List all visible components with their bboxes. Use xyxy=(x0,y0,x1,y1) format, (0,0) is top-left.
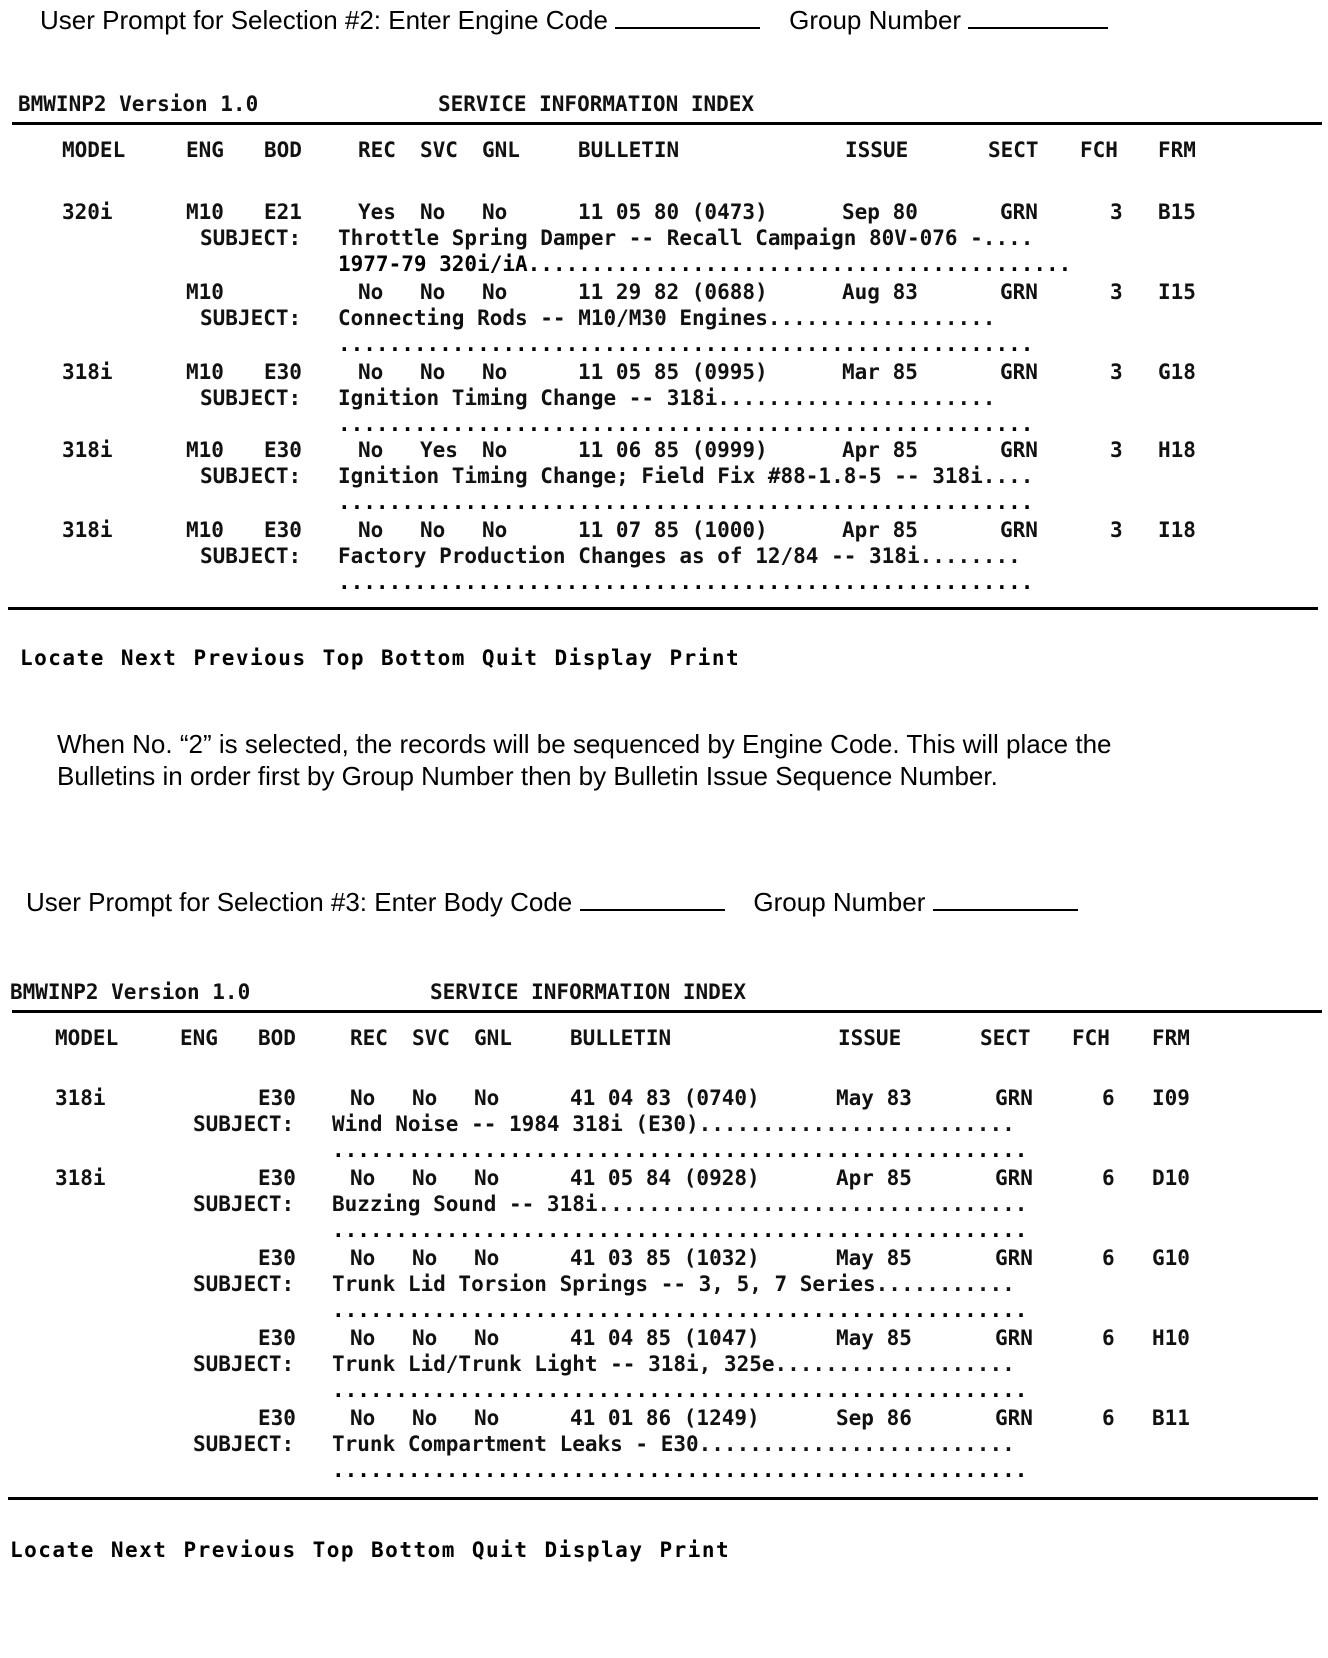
record-eng: M10 xyxy=(186,280,224,304)
record-bulletin: 41 05 84 (0928) xyxy=(570,1166,760,1190)
subject-continuation: ....................................................... xyxy=(338,412,1034,436)
record-gnl: No xyxy=(482,200,508,224)
prompt-2-label: User Prompt for Selection #2: Enter Engine Code xyxy=(40,5,608,35)
record-sect: GRN xyxy=(995,1166,1033,1190)
column-header-issue: ISSUE xyxy=(838,1026,902,1050)
record-fch: 6 xyxy=(1102,1166,1115,1190)
record-bulletin: 11 05 85 (0995) xyxy=(578,360,768,384)
subject-label: SUBJECT: xyxy=(193,1192,295,1216)
command-bottom[interactable]: Bottom xyxy=(381,646,466,670)
column-header-bulletin: BULLETIN xyxy=(570,1026,672,1050)
record-fch: 3 xyxy=(1110,200,1123,224)
command-locate[interactable]: Locate xyxy=(10,1538,95,1562)
record-rec: No xyxy=(350,1246,376,1270)
command-bar xyxy=(20,646,756,670)
record-sect: GRN xyxy=(1000,438,1038,462)
record-bod: E30 xyxy=(258,1166,296,1190)
record-bulletin: 11 05 80 (0473) xyxy=(578,200,768,224)
subject-continuation: ....................................................... xyxy=(332,1218,1028,1242)
record-eng: M10 xyxy=(186,438,224,462)
explanation-line-2: Bulletins in order first by Group Number then by Bulletin Issue Sequence Number. xyxy=(57,761,998,791)
header-rule-top xyxy=(12,122,1322,125)
record-bod: E30 xyxy=(258,1086,296,1110)
group-number-blank[interactable] xyxy=(968,7,1108,29)
record-fch: 3 xyxy=(1110,280,1123,304)
command-top[interactable]: Top xyxy=(312,1538,356,1562)
command-quit[interactable]: Quit xyxy=(481,646,539,670)
record-svc: No xyxy=(412,1086,438,1110)
record-frm: G18 xyxy=(1158,360,1196,384)
record-bod: E21 xyxy=(264,200,302,224)
subject-label: SUBJECT: xyxy=(193,1352,295,1376)
record-rec: No xyxy=(358,438,384,462)
record-issue: May 85 xyxy=(836,1326,912,1350)
column-header-model: MODEL xyxy=(62,138,126,162)
record-svc: No xyxy=(412,1246,438,1270)
subject-continuation: ....................................................... xyxy=(338,332,1034,356)
command-bar xyxy=(10,1538,746,1562)
record-bulletin: 41 03 85 (1032) xyxy=(570,1246,760,1270)
prompt-3-group-label: Group Number xyxy=(753,887,926,917)
subject-continuation: ....................................................... xyxy=(332,1378,1028,1402)
prompt-2-group-label: Group Number xyxy=(789,5,962,35)
subject-continuation: ....................................................... xyxy=(332,1458,1028,1482)
subject-label: SUBJECT: xyxy=(193,1272,295,1296)
record-bulletin: 11 07 85 (1000) xyxy=(578,518,768,542)
record-model: 318i xyxy=(55,1166,106,1190)
column-header-gnl: GNL xyxy=(482,138,520,162)
footer-rule xyxy=(8,607,1318,610)
body-code-blank[interactable] xyxy=(580,889,725,911)
record-rec: No xyxy=(350,1166,376,1190)
record-bulletin: 41 04 83 (0740) xyxy=(570,1086,760,1110)
subject-label: SUBJECT: xyxy=(193,1432,295,1456)
record-gnl: No xyxy=(474,1246,500,1270)
record-bulletin: 11 29 82 (0688) xyxy=(578,280,768,304)
record-svc: No xyxy=(412,1326,438,1350)
column-header-rec: REC xyxy=(350,1026,388,1050)
record-frm: D10 xyxy=(1152,1166,1190,1190)
record-svc: No xyxy=(412,1166,438,1190)
record-gnl: No xyxy=(482,280,508,304)
command-next[interactable]: Next xyxy=(120,646,178,670)
column-header-svc: SVC xyxy=(412,1026,450,1050)
record-fch: 6 xyxy=(1102,1406,1115,1430)
record-frm: G10 xyxy=(1152,1246,1190,1270)
index-title: SERVICE INFORMATION INDEX xyxy=(430,980,747,1004)
record-fch: 3 xyxy=(1110,438,1123,462)
column-header-frm: FRM xyxy=(1158,138,1196,162)
record-rec: Yes xyxy=(358,200,396,224)
subject-continuation: ....................................................... xyxy=(338,570,1034,594)
record-model: 318i xyxy=(55,1086,106,1110)
command-previous[interactable]: Previous xyxy=(193,646,307,670)
column-header-model: MODEL xyxy=(55,1026,119,1050)
record-issue: May 85 xyxy=(836,1246,912,1270)
subject-continuation: ....................................................... xyxy=(338,490,1034,514)
record-bod: E30 xyxy=(264,518,302,542)
prompt-3-label: User Prompt for Selection #3: Enter Body Code xyxy=(26,887,573,917)
record-svc: No xyxy=(420,280,446,304)
subject-text: Factory Production Changes as of 12/84 -- 318i........ xyxy=(338,544,1021,568)
subject-text: Ignition Timing Change; Field Fix #88-1.8-5 -- 318i.... xyxy=(338,464,1034,488)
record-svc: No xyxy=(420,360,446,384)
column-header-rec: REC xyxy=(358,138,396,162)
engine-code-blank[interactable] xyxy=(615,7,760,29)
record-sect: GRN xyxy=(1000,280,1038,304)
record-frm: H18 xyxy=(1158,438,1196,462)
command-display[interactable]: Display xyxy=(554,646,654,670)
column-header-eng: ENG xyxy=(186,138,224,162)
record-issue: May 83 xyxy=(836,1086,912,1110)
record-fch: 6 xyxy=(1102,1086,1115,1110)
prompt-selection-3 xyxy=(26,886,1078,919)
record-frm: I09 xyxy=(1152,1086,1190,1110)
column-header-eng: ENG xyxy=(180,1026,218,1050)
program-version: BMWINP2 Version 1.0 xyxy=(10,980,251,1004)
record-frm: I15 xyxy=(1158,280,1196,304)
program-version: BMWINP2 Version 1.0 xyxy=(18,92,259,116)
record-gnl: No xyxy=(482,438,508,462)
command-bottom[interactable]: Bottom xyxy=(371,1538,456,1562)
subject-label: SUBJECT: xyxy=(200,226,302,250)
column-header-sect: SECT xyxy=(980,1026,1031,1050)
record-issue: Sep 86 xyxy=(836,1406,912,1430)
record-bulletin: 11 06 85 (0999) xyxy=(578,438,768,462)
column-header-svc: SVC xyxy=(420,138,458,162)
subject-continuation: ....................................................... xyxy=(332,1298,1028,1322)
record-bod: E30 xyxy=(258,1326,296,1350)
record-rec: No xyxy=(358,360,384,384)
command-top[interactable]: Top xyxy=(322,646,366,670)
record-eng: M10 xyxy=(186,200,224,224)
command-print[interactable]: Print xyxy=(669,646,741,670)
record-model: 320i xyxy=(62,200,113,224)
index-title: SERVICE INFORMATION INDEX xyxy=(438,92,755,116)
subject-text: Trunk Lid Torsion Springs -- 3, 5, 7 Series........... xyxy=(332,1272,1015,1296)
record-sect: GRN xyxy=(995,1086,1033,1110)
column-header-issue: ISSUE xyxy=(845,138,909,162)
record-frm: H10 xyxy=(1152,1326,1190,1350)
record-gnl: No xyxy=(482,360,508,384)
prompt-selection-2 xyxy=(40,4,1108,37)
record-rec: No xyxy=(350,1406,376,1430)
record-gnl: No xyxy=(474,1326,500,1350)
column-header-fch: FCH xyxy=(1080,138,1118,162)
command-next[interactable]: Next xyxy=(110,1538,168,1562)
command-locate[interactable]: Locate xyxy=(20,646,105,670)
record-bulletin: 41 01 86 (1249) xyxy=(570,1406,760,1430)
record-sect: GRN xyxy=(1000,200,1038,224)
record-bulletin: 41 04 85 (1047) xyxy=(570,1326,760,1350)
subject-text: Trunk Lid/Trunk Light -- 318i, 325e................... xyxy=(332,1352,1015,1376)
column-header-sect: SECT xyxy=(988,138,1039,162)
record-svc: No xyxy=(420,200,446,224)
record-issue: Apr 85 xyxy=(842,518,918,542)
record-model: 318i xyxy=(62,360,113,384)
record-eng: M10 xyxy=(186,360,224,384)
record-gnl: No xyxy=(474,1166,500,1190)
subject-text: Throttle Spring Damper -- Recall Campaign 80V-076 -.... xyxy=(338,226,1034,250)
record-sect: GRN xyxy=(995,1326,1033,1350)
subject-text: Buzzing Sound -- 318i.................................. xyxy=(332,1192,1028,1216)
command-quit[interactable]: Quit xyxy=(471,1538,529,1562)
record-svc: Yes xyxy=(420,438,458,462)
explanation-line-1: When No. “2” is selected, the records will be sequenced by Engine Code. This will place the xyxy=(57,729,1112,759)
record-issue: Sep 80 xyxy=(842,200,918,224)
record-svc: No xyxy=(420,518,446,542)
record-issue: Aug 83 xyxy=(842,280,918,304)
column-header-gnl: GNL xyxy=(474,1026,512,1050)
record-model: 318i xyxy=(62,518,113,542)
record-rec: No xyxy=(358,280,384,304)
record-gnl: No xyxy=(482,518,508,542)
subject-label: SUBJECT: xyxy=(200,386,302,410)
subject-continuation: 1977-79 320i/iA........................................... xyxy=(338,252,1072,276)
subject-text: Wind Noise -- 1984 318i (E30)......................... xyxy=(332,1112,1015,1136)
subject-text: Trunk Compartment Leaks - E30......................... xyxy=(332,1432,1015,1456)
record-issue: Apr 85 xyxy=(842,438,918,462)
record-fch: 6 xyxy=(1102,1326,1115,1350)
record-fch: 6 xyxy=(1102,1246,1115,1270)
footer-rule xyxy=(8,1497,1318,1500)
record-rec: No xyxy=(358,518,384,542)
record-rec: No xyxy=(350,1326,376,1350)
record-model: 318i xyxy=(62,438,113,462)
column-header-bulletin: BULLETIN xyxy=(578,138,680,162)
subject-label: SUBJECT: xyxy=(200,544,302,568)
record-issue: Apr 85 xyxy=(836,1166,912,1190)
record-fch: 3 xyxy=(1110,518,1123,542)
record-gnl: No xyxy=(474,1406,500,1430)
record-rec: No xyxy=(350,1086,376,1110)
subject-text: Ignition Timing Change -- 318i...................... xyxy=(338,386,996,410)
record-sect: GRN xyxy=(995,1246,1033,1270)
record-sect: GRN xyxy=(995,1406,1033,1430)
subject-continuation: ....................................................... xyxy=(332,1138,1028,1162)
record-bod: E30 xyxy=(258,1246,296,1270)
header-rule-top xyxy=(12,1010,1322,1013)
record-issue: Mar 85 xyxy=(842,360,918,384)
column-header-fch: FCH xyxy=(1072,1026,1110,1050)
record-eng: M10 xyxy=(186,518,224,542)
record-fch: 3 xyxy=(1110,360,1123,384)
record-svc: No xyxy=(412,1406,438,1430)
command-print[interactable]: Print xyxy=(659,1538,731,1562)
record-frm: B15 xyxy=(1158,200,1196,224)
column-header-bod: BOD xyxy=(258,1026,296,1050)
subject-text: Connecting Rods -- M10/M30 Engines.................. xyxy=(338,306,996,330)
record-bod: E30 xyxy=(264,438,302,462)
command-display[interactable]: Display xyxy=(544,1538,644,1562)
record-gnl: No xyxy=(474,1086,500,1110)
record-bod: E30 xyxy=(264,360,302,384)
column-header-frm: FRM xyxy=(1152,1026,1190,1050)
record-sect: GRN xyxy=(1000,360,1038,384)
record-sect: GRN xyxy=(1000,518,1038,542)
record-frm: B11 xyxy=(1152,1406,1190,1430)
record-frm: I18 xyxy=(1158,518,1196,542)
subject-label: SUBJECT: xyxy=(193,1112,295,1136)
subject-label: SUBJECT: xyxy=(200,306,302,330)
group-number-blank-3[interactable] xyxy=(933,889,1078,911)
subject-label: SUBJECT: xyxy=(200,464,302,488)
column-header-bod: BOD xyxy=(264,138,302,162)
command-previous[interactable]: Previous xyxy=(183,1538,297,1562)
record-bod: E30 xyxy=(258,1406,296,1430)
